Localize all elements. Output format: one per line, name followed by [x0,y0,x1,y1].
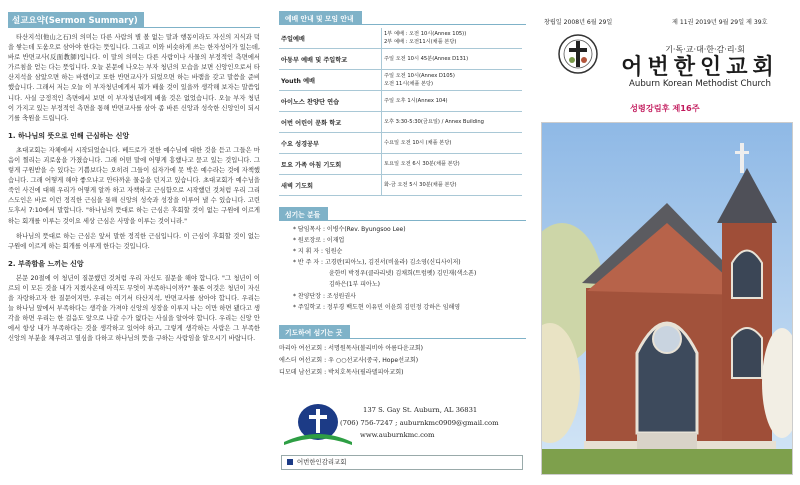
service-time [382,91,523,112]
search-bar[interactable] [281,455,523,470]
issue-info: 제 11권 2019년 9월 29일 제 39호 [672,19,768,26]
service-time-line: 토요일 오전 6시 30분(채플 본당) [384,161,460,167]
website-link[interactable]: www.auburnkmc.com [360,431,435,439]
service-time-line: 주일 오전 10시(Annex D105) [384,73,455,79]
service-time [382,154,523,175]
service-time [382,112,523,133]
service-time [382,28,523,49]
mission-areas-tab: 기도하여 섬기는 곳 [279,325,350,339]
mission-area-line: 에스더 여선교회 : 우 ○○선교사(중국, Hope선교회) [279,356,419,364]
service-name: 아이노스 찬양단 연습 [279,91,382,112]
church-name-korean: 어번한인교회 [621,55,779,80]
service-name: 수요 성경공부 [279,133,382,154]
service-time [382,175,523,196]
service-row [279,154,522,175]
service-row [279,175,522,196]
sermon-paragraph-intro: 타산지석(他山之石)의 의미는 다른 사람의 별 볼 없는 말과 행동이라도 자신의 지식과 덕을 쌓는데 도움으로 삼아야 한다는 뜻입니다. 그리고 이와 비슷하게 쓰는 한자성어가 있는데, 바로 반면교사(反面教師)입니다. 이 말의 의미는 다른 사람이나 사물의 부정적인 측면에서 가르침을 얻는 다는 뜻입니다. 오늘 본문에 나오는 부자 청년의 모습을 보면 신앙인으로서 타산지석을 삼았으면 하는 바램이고 또한 반면교사가 되었으면 하는 바램을 갖고 말씀을 준비했습니다. 그래서 저는 오늘 이 부자청년에게서 뭐가 배울 것이 있을까 생각해 보자는 말씀입니다. 사실 긍정적인 측면에서 보면 이 부자청년에게 배울 것은 없었습니다. 오늘 부자 청년이 가지고 있는 부정적인 측면을 통해 반면교사를 삼아 좀 바른 신앙과 성숙한 신앙인이 되시기를 축원을 드립니다. [8,34,260,122]
search-input[interactable]: 어번한인감리교회 [297,458,347,466]
contact-block [340,404,499,442]
service-row [279,133,522,154]
mission-area-line: 디모데 남선교회 : 박치호목사(필라델피아교회) [279,368,404,376]
service-time-line: 화-금 오전 5시 30분(채플 본당) [384,182,457,188]
service-name: 어번 어린이 문화 학교 [279,112,382,133]
staff-line: 김하은(1부 피아노) [329,281,380,289]
church-building-photo [541,122,793,475]
service-time-line: 주일 오후 1시(Annex 104) [384,98,448,104]
service-time [382,49,523,70]
service-row [279,70,522,91]
staff-line: * 원로장로 : 이재업 [293,237,345,245]
staff-line: 윤한비 박정우(클라리넷) 김채희(트럼펫) 김민재(색소폰) [329,270,477,278]
staff-line: * 주일학교 : 정부경 백도현 이유민 이윤희 김민정 강하은 임해영 [293,303,461,311]
services-tab: 예배 안내 및 모임 안내 [279,11,362,25]
sermon-paragraph-2: 초대교회는 자체에서 시작되었습니다. 베드로가 전한 예수님에 대한 것을 듣고 그들은 마음이 찔리는 괴로움을 가졌습니다. 그래 어떤 말에 어떻게 흥했나고 묻고 있는 것입니다. 그렇게 구원받을 수 있다는 기쁨보다는 오히려 그들이 십자가에 못 박은 예수라는 것에 자책했습니다. 그래 어떻게 해야 좋으냐고 안타까운 물음을 던지고 있습니다. 초대교회가 예수님을 죽인 사건에 대해 우리가 어떻게 알까 하고 자책하고 근심함으로 시작했던 것처럼 우리 그리스도인은 바로 이런 정직한 근심을 통해 신앙의 성숙과 성장을 이루어 낼 수 있습니다. 고린도후서 7:10에서 말합니다. "하나님의 뜻대로 하는 근심은 후회할 것이 없는 구원에 이르게 하는 회개를 이루는 것이요 세상 근심은 사망을 이루는 것이니라." [8,146,260,225]
staff-line: * 지 휘 자 : 임원순 [293,248,343,256]
sermon-paragraph-4: 본문 20절에 이 청년이 질문했던 것처럼 우리 자신도 질문을 해야 합니다. "그 청년이 이르되 이 모든 것을 내가 지켰사온대 아직도 무엇이 부족하니이까?" 물론 이것은 청년이 자신을 자랑하고자 한 질문이지만, 우리는 여기서 타산지석, 반면교사를 삼아야 합니다. 우리는 늘 하나님 앞에서 부족하다는 생각을 가져야 신앙의 성장을 이루지 나는 이만 하면 됐다고 생각을 하면 우리는 한 걸음도 앞으로 나갈 수가 없다는 사실을 알아야 합니다. 우리는 신앙 안에서 항상 내가 부족하다는 것을 생각하고 있어야 하고, 그렇게 생각하는 사람은 그 부족한 신앙의 부분을 채우려고 열심을 다하고 하나님의 뜻을 구하는 사람임을 알으시기 바랍니다. [8,274,260,343]
service-row [279,28,522,49]
services-table [279,28,522,196]
sermon-heading-2: 2. 부족함을 느끼는 신앙 [8,259,84,268]
service-name: 주일예배 [279,28,382,49]
staff-list [279,224,526,313]
staff-tab: 섬기는 분들 [279,207,328,221]
liturgical-season: 성령강림후 제16주 [630,103,700,113]
service-row [279,49,522,70]
mission-area-line: 마리아 여선교회 : 서명원목사(볼리비아 아름다운교회) [279,344,424,352]
sermon-summary-tab: 설교요약(Sermon Summary) [8,12,144,28]
service-time-line: 수요일 오전 10시 (채플 본당) [384,140,452,146]
service-time-line: 1부 예배 : 오전 10시(Annex 105)) [384,31,467,37]
service-time-line: 오후 3:30-5:30(금요일) / Annex Building [384,119,484,125]
phone-email-text: (706) 756-7247 ; auburnkmc0909@gmail.com [340,418,499,427]
sermon-paragraph-3: 하나님의 뜻대로 하는 근심은 앞서 말한 정직한 근심입니다. 이 근심이 후회할 것이 없는 구원에 이르게 하는 회개를 이루게 한다는 것입니다. [8,232,260,250]
search-icon [287,459,293,465]
address-text: 137 S. Gay St. Auburn, AL 36831 [363,406,478,414]
service-name: 새벽 기도회 [279,175,382,196]
service-time-line: 2부 예배 : 오전11시(채플 본당) [384,39,457,45]
denomination-tagline: 기·독·교·대·한·감·리·회 [665,45,745,54]
methodist-emblem-icon [557,33,599,75]
service-time [382,70,523,91]
staff-line: * 반 주 자 : 고경란(피아노), 김진서(비올라) 김소영(신디사이저) [293,259,461,267]
service-row [279,112,522,133]
church-name-english: Auburn Korean Methodist Church [629,79,771,89]
service-time-line: 주일 오전 10시 45분(Annex D131) [384,56,469,62]
service-time-line: 오전 11시(채플 본당) [384,81,434,87]
service-name: 토요 가족 아침 기도회 [279,154,382,175]
staff-line: * 찬양단장 : 조성원권사 [293,292,356,300]
service-row [279,91,522,112]
founded-date: 창립일 2008년 6월 29일 [544,19,613,26]
mission-areas-list [279,343,526,379]
service-time [382,133,523,154]
sermon-heading-1: 1. 하나님의 뜻으로 인해 근심하는 신앙 [8,131,130,140]
staff-line: * 담임목사 : 이병수(Rev. Byungsoo Lee) [293,226,406,233]
sermon-summary-panel [0,0,268,485]
service-name: 아동부 예배 및 주일학교 [279,49,382,70]
service-name: Youth 예배 [279,70,382,91]
